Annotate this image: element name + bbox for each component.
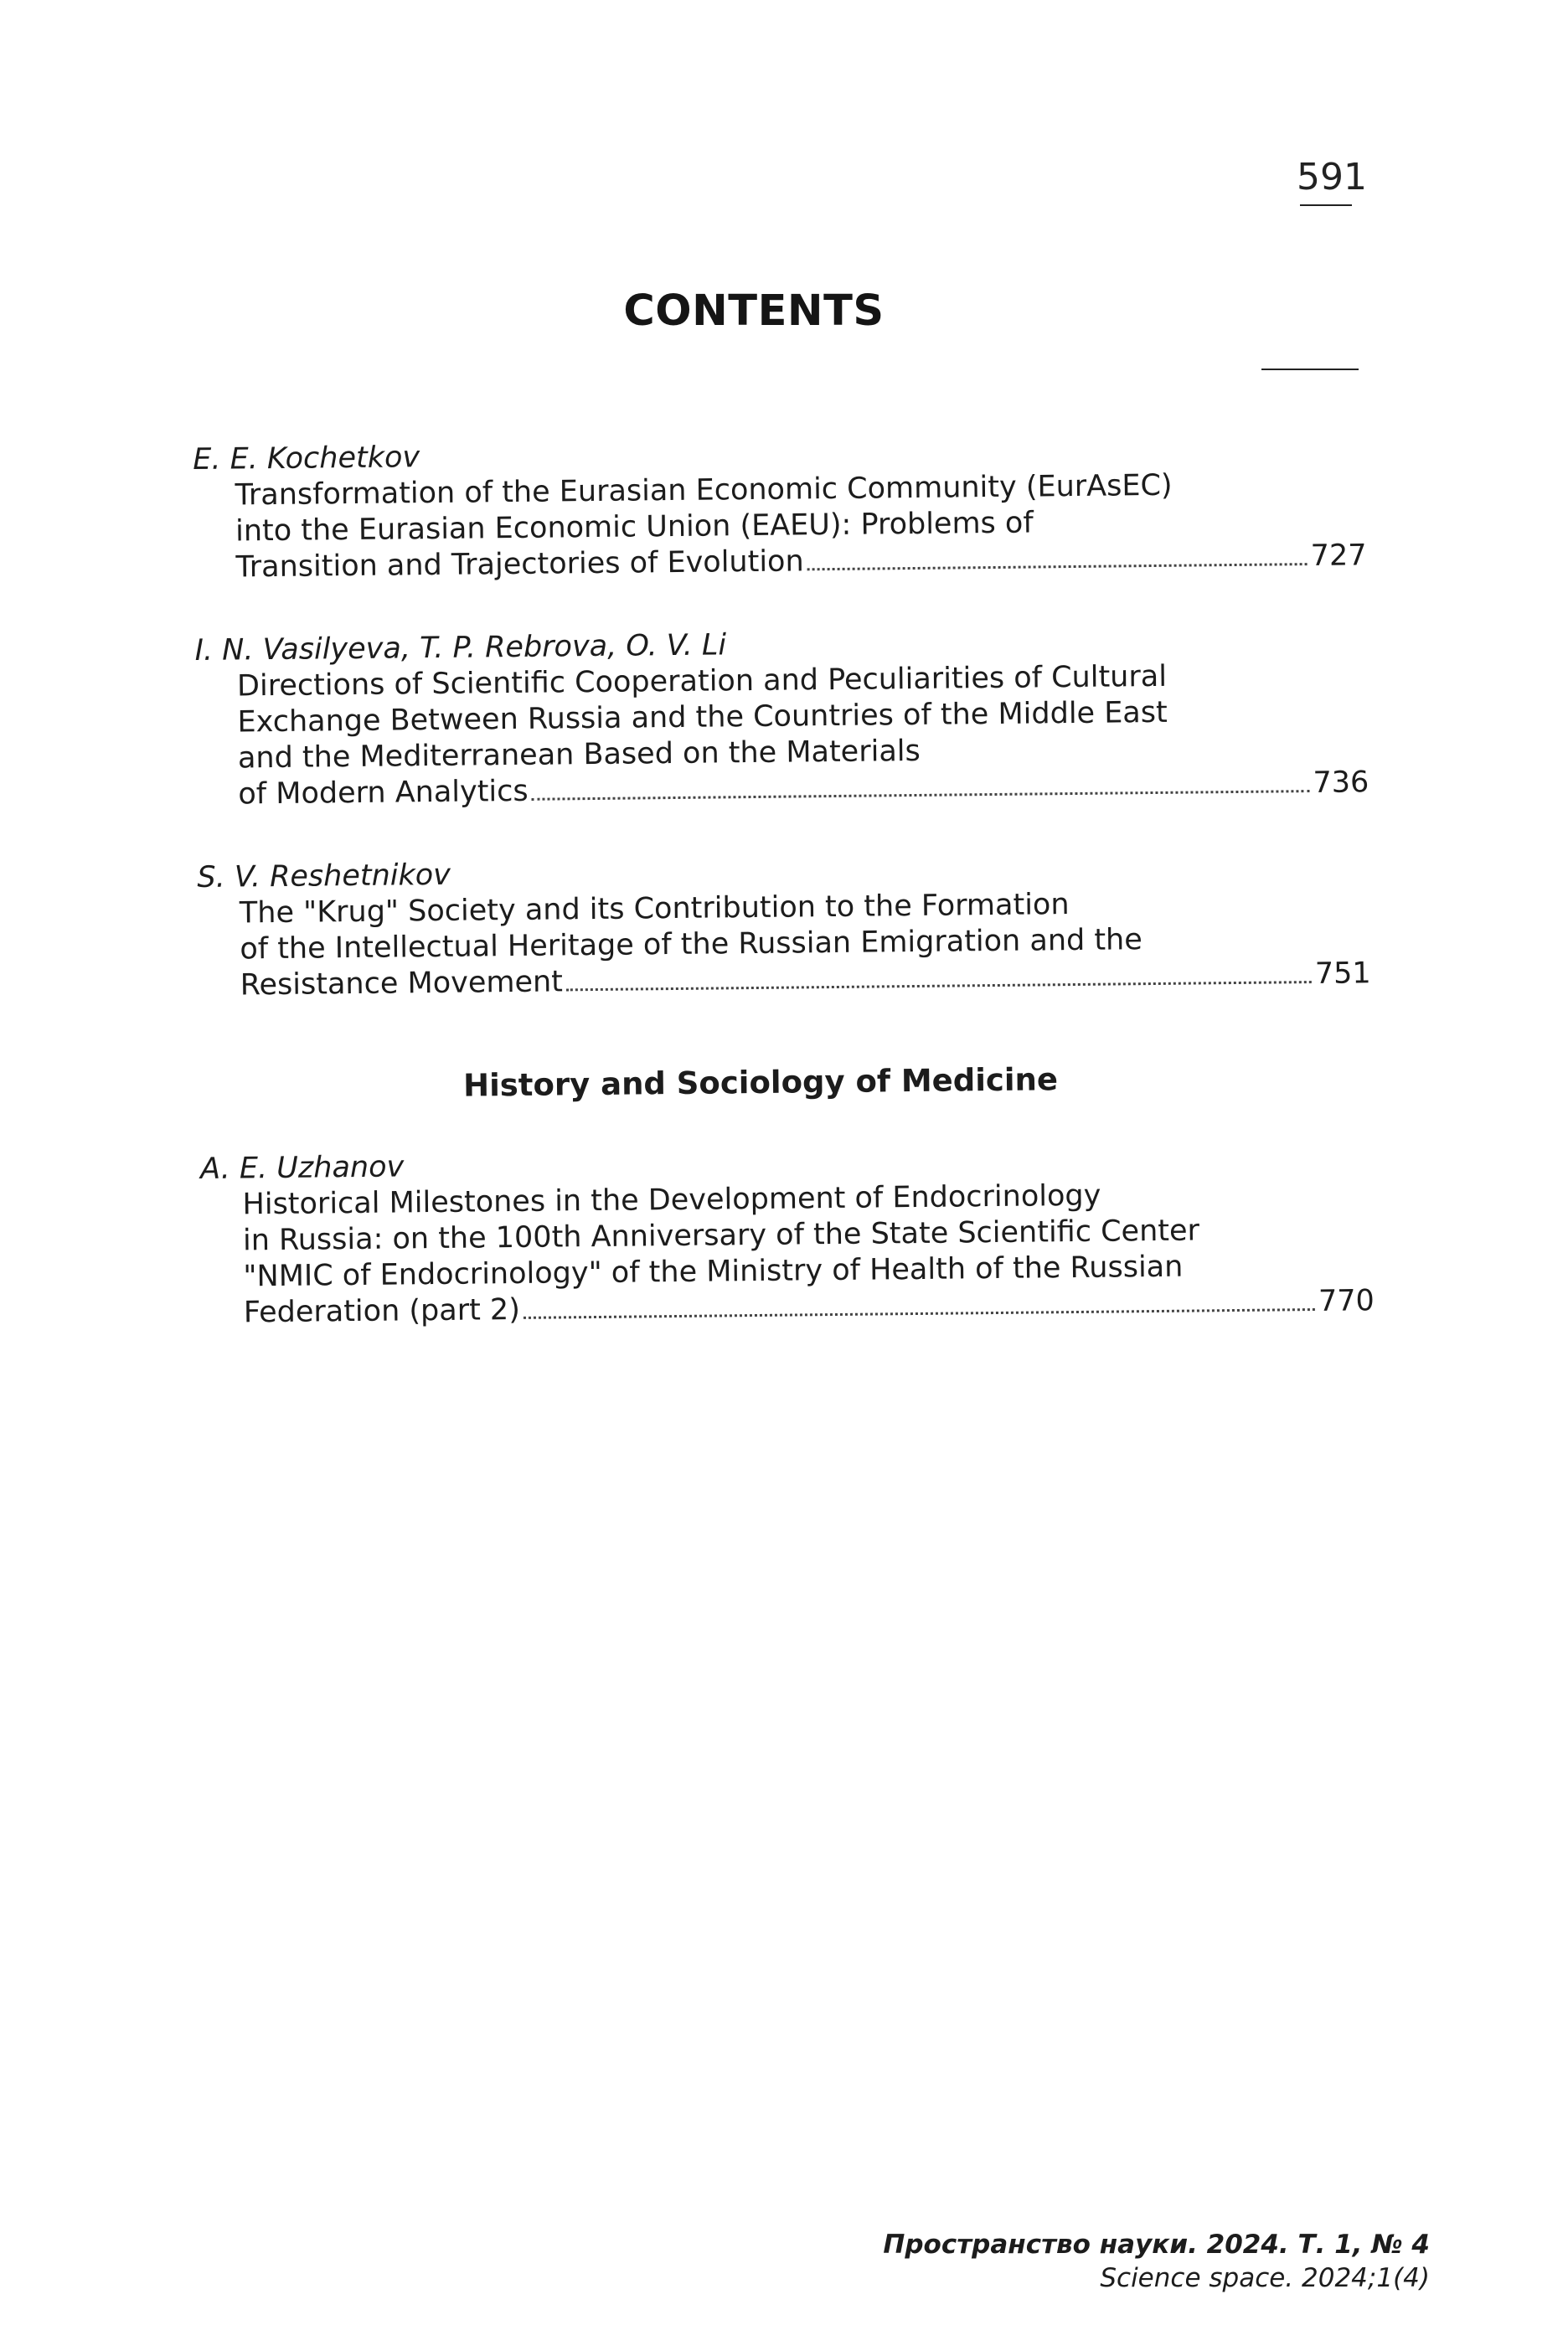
entry-authors: A. E. Uzhanov	[199, 1150, 405, 1186]
entry-authors: E. E. Kochetkov	[193, 441, 420, 477]
journal-citation-en: Science space. 2024;1(4)	[1100, 2263, 1430, 2293]
dot-leader	[566, 981, 1312, 991]
entry-title-line: Historical Milestones in the Development of Endocrinology	[242, 1178, 1101, 1222]
entry-title-line: of Modern Analytics	[238, 774, 529, 812]
table-of-contents	[193, 430, 1375, 1379]
header-rule	[1261, 369, 1359, 370]
entry-page-number: 751	[1314, 956, 1371, 992]
entry-title	[193, 466, 1366, 586]
entry-page-number: 736	[1313, 766, 1369, 801]
dot-leader	[532, 790, 1310, 801]
toc-section-entries	[200, 1139, 1375, 1332]
entry-title-line: The "Krug" Society and its Contribution to the Formation	[239, 888, 1070, 931]
journal-citation-ru: Пространство науки. 2024. Т. 1, № 4	[883, 2230, 1430, 2260]
page-number: 591	[1297, 156, 1367, 198]
entry-title-line: Exchange Between Russia and the Countries of the Middle East	[237, 695, 1168, 740]
entry-title	[198, 884, 1371, 1004]
entry-title-line: of the Intellectual Heritage of the Russian Emigration and the	[240, 923, 1142, 967]
page-number-underline	[1300, 204, 1352, 206]
entry-title-line: and the Mediterranean Based on the Materials	[237, 734, 921, 776]
toc-entry	[200, 1139, 1375, 1332]
journal-footer	[883, 2228, 1430, 2295]
entry-title-line: Transformation of the Eurasian Economic Community (EurAsEC)	[235, 468, 1173, 513]
entry-title-line: Resistance Movement	[240, 965, 564, 1003]
toc-entries	[193, 430, 1371, 1004]
section-heading: History and Sociology of Medicine	[462, 1061, 1059, 1104]
toc-entry	[193, 430, 1367, 586]
entry-page-number: 727	[1310, 539, 1367, 574]
entry-title-line: into the Eurasian Economic Union (EAEU): Problems of	[235, 506, 1034, 549]
entry-authors: S. V. Reshetnikov	[197, 858, 451, 895]
entry-title-line: "NMIC of Endocrinology" of the Ministry of Health of the Russian	[243, 1250, 1184, 1294]
entry-title	[200, 1175, 1375, 1332]
entry-authors: I. N. Vasilyeva, T. P. Rebrova, O. V. Li	[194, 628, 727, 668]
dot-leader	[807, 563, 1308, 570]
entry-title-line: Federation (part 2)	[243, 1292, 521, 1330]
page-title: CONTENTS	[623, 286, 885, 336]
entry-title-line: Directions of Scientific Cooperation and Peculiarities of Cultural	[236, 659, 1168, 704]
dot-leader	[524, 1308, 1315, 1319]
entry-title-line: Transition and Trajectories of Evolution	[235, 544, 804, 585]
toc-entry	[197, 848, 1371, 1004]
entry-page-number: 770	[1318, 1284, 1375, 1318]
entry-title	[195, 657, 1369, 813]
entry-title-line: in Russia: on the 100th Anniversary of the State Scientific Center	[242, 1214, 1200, 1258]
toc-entry	[194, 621, 1369, 813]
